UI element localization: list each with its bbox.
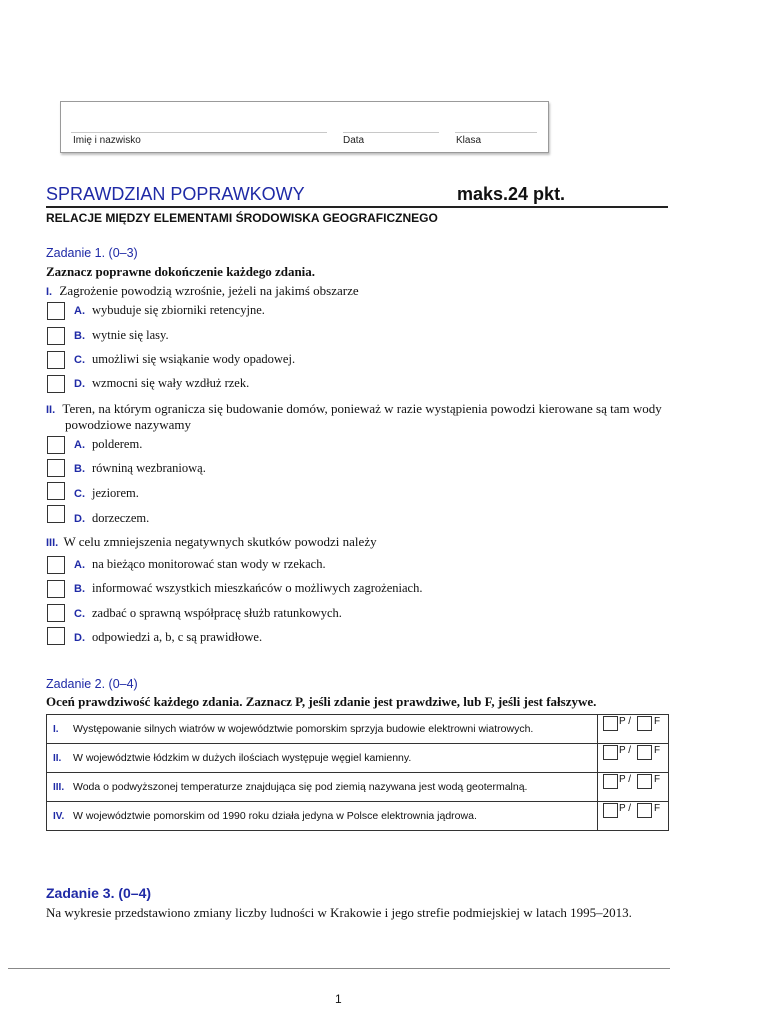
statement-cell: II. W województwie łódzkim w dużych ilościach występuje węgiel kamienny. [47,744,598,773]
p-checkbox[interactable] [603,774,618,789]
task2-instruction: Oceń prawdziwość każdego zdania. Zaznacz P, jeśli zdanie jest prawdziwe, lub F, jeśli jest fałszywe. [46,694,597,709]
option-3d: D. odpowiedzi a, b, c są prawidłowe. [74,630,263,644]
student-info-box [60,101,549,153]
page-subtitle: RELACJE MIĘDZY ELEMENTAMI ŚRODOWISKA GEOGRAFICZNEGO [46,211,438,225]
task3-text: Na wykresie przedstawiono zmiany liczby ludności w Krakowie i jego strefie podmiejskiej w latach 1995–2013. [46,905,632,920]
question-3 [46,534,377,550]
pf-cell [598,773,669,802]
option-checkbox[interactable] [47,375,65,393]
statement-cell: IV. W województwie pomorskim od 1990 roku działa jedyna w Polsce elektrownia jądrowa. [47,802,598,831]
task3-title: Zadanie 3. (0–4) [46,885,152,901]
f-checkbox[interactable] [637,774,652,789]
footer-rule [8,968,670,969]
option-1d: D. wzmocni się wały wzdłuż rzek. [74,376,250,390]
max-points: maks.24 pkt. [457,184,566,204]
question-text-cont: powodziowe nazywamy [65,417,191,432]
f-checkbox[interactable] [637,745,652,760]
option-2c: C. jeziorem. [74,486,139,500]
title-rule [46,206,668,208]
page-title: SPRAWDZIAN POPRAWKOWY [46,184,305,204]
option-1b: B. wytnie się lasy. [74,328,169,342]
option-checkbox[interactable] [47,627,65,645]
question-2 [46,401,662,417]
f-checkbox[interactable] [637,803,652,818]
question-text: Teren, na którym ogranicza się budowanie domów, ponieważ w razie wystąpienia powodzi kierowane są tam wody [62,401,662,416]
option-1a: A. wybuduje się zbiorniki retencyjne. [74,303,265,317]
option-2a: A. polderem. [74,437,143,451]
f-label: F [654,803,661,814]
f-label: F [654,774,661,785]
option-checkbox[interactable] [47,459,65,477]
option-3b: B. informować wszystkich mieszkańców o możliwych zagrożeniach. [74,581,423,595]
date-label: Data [343,135,365,146]
table-row [47,715,669,744]
f-checkbox[interactable] [637,716,652,731]
p-checkbox[interactable] [603,716,618,731]
f-label: F [654,716,661,727]
pf-cell [598,802,669,831]
option-checkbox[interactable] [47,482,65,500]
option-3c: C. zadbać o sprawną współpracę służb ratunkowych. [74,606,342,620]
page-number: 1 [335,992,342,1006]
option-checkbox[interactable] [47,556,65,574]
name-line[interactable] [71,132,327,133]
question-1 [46,283,359,299]
table-row [47,744,669,773]
task2-title: Zadanie 2. (0–4) [46,677,138,691]
question-number: II. [46,404,56,416]
p-label: P / [619,716,632,727]
table-row [47,802,669,831]
question-number: I. [46,286,53,298]
option-3a: A. na bieżąco monitorować stan wody w rzekach. [74,557,326,571]
name-label: Imię i nazwisko [73,135,141,146]
question-text: W celu zmniejszenia negatywnych skutków powodzi należy [63,534,377,549]
pf-cell [598,715,669,744]
table-row [47,773,669,802]
question-text: Zagrożenie powodzią wzrośnie, jeżeli na jakimś obszarze [59,283,359,298]
option-checkbox[interactable] [47,580,65,598]
class-label: Klasa [456,135,482,146]
option-checkbox[interactable] [47,327,65,345]
date-line[interactable] [343,132,439,133]
p-checkbox[interactable] [603,745,618,760]
option-checkbox[interactable] [47,436,65,454]
p-label: P / [619,803,632,814]
option-1c: C. umożliwi się wsiąkanie wody opadowej. [74,352,296,366]
p-label: P / [619,745,632,756]
question-number: III. [46,537,59,549]
statement-cell: III. Woda o podwyższonej temperaturze znajdująca się pod ziemią nazywana jest wodą geotermalną. [47,773,598,802]
statement-cell: I. Występowanie silnych wiatrów w województwie pomorskim sprzyja budowie elektrowni wiatrowych. [47,715,598,744]
option-checkbox[interactable] [47,505,65,523]
true-false-table [46,714,669,831]
option-2d: D. dorzeczem. [74,511,150,525]
option-2b: B. równiną wezbraniową. [74,461,206,475]
option-checkbox[interactable] [47,351,65,369]
option-checkbox[interactable] [47,604,65,622]
option-checkbox[interactable] [47,302,65,320]
p-checkbox[interactable] [603,803,618,818]
task1-title: Zadanie 1. (0–3) [46,246,138,260]
task1-instruction: Zaznacz poprawne dokończenie każdego zdania. [46,264,316,279]
pf-cell [598,744,669,773]
p-label: P / [619,774,632,785]
f-label: F [654,745,661,756]
class-line[interactable] [455,132,537,133]
